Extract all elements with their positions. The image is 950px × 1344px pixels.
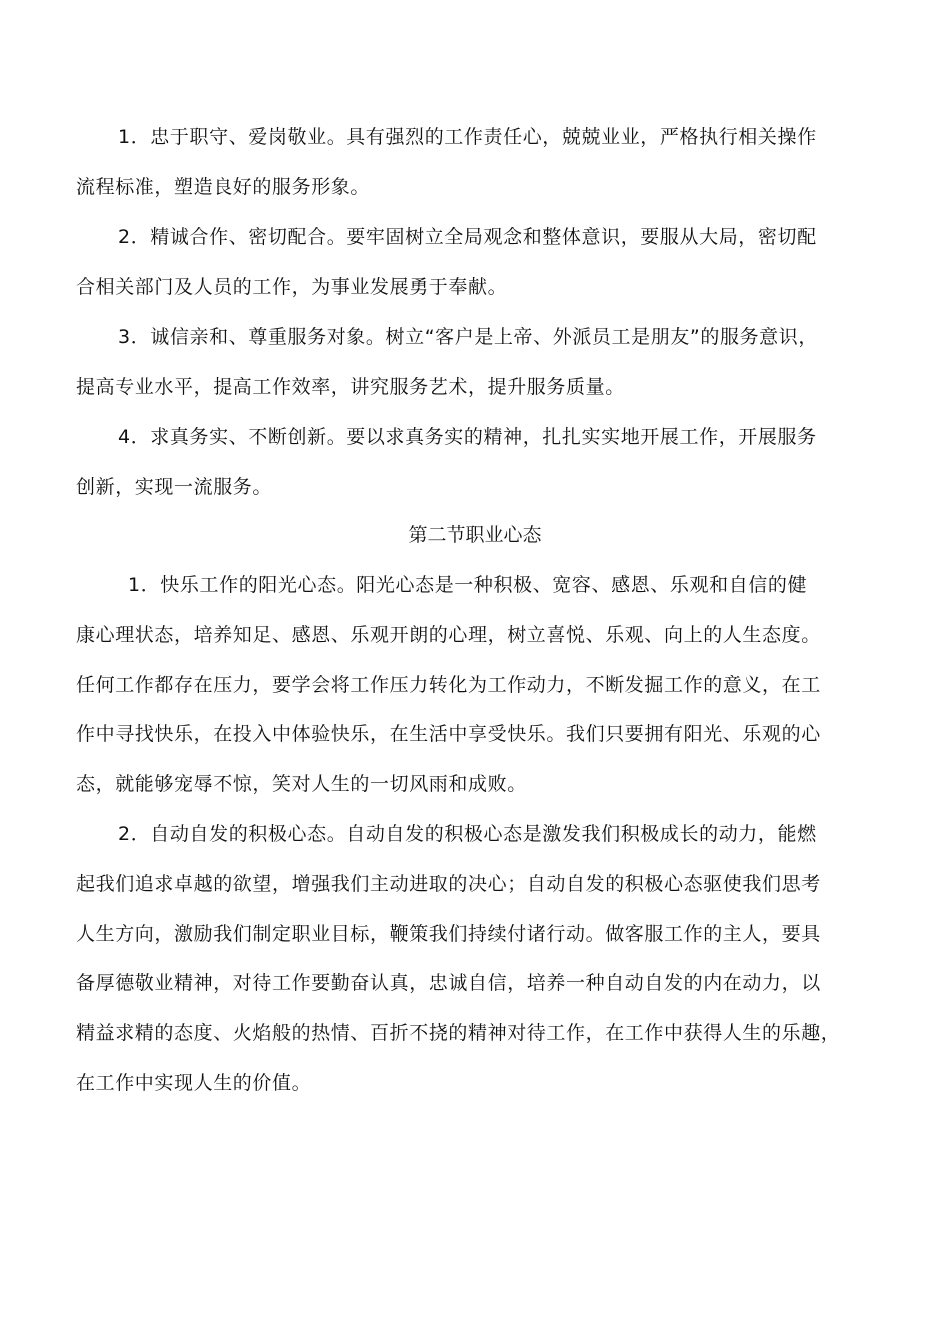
item-4-line-2: 创新，实现一流服务。: [76, 476, 273, 498]
mindset-1-line-4: 作中寻找快乐，在投入中体验快乐，在生活中享受快乐。我们只要拥有阳光、乐观的心: [76, 723, 821, 745]
item-1-line-2: 流程标准，塑造良好的服务形象。: [76, 176, 371, 198]
mindset-2-line-3: 人生方向，激励我们制定职业目标，鞭策我们持续付诸行动。做客服工作的主人，要具: [76, 923, 821, 945]
mindset-1-line-1: 1．快乐工作的阳光心态。阳光心态是一种积极、宽容、感恩、乐观和自信的健: [128, 574, 808, 596]
mindset-1-line-5: 态，就能够宠辱不惊，笑对人生的一切风雨和成败。: [76, 773, 527, 795]
item-3-line-1: 3．诚信亲和、尊重服务对象。树立“客户是上帝、外派员工是朋友”的服务意识，: [118, 326, 818, 348]
mindset-1-line-3: 任何工作都存在压力，要学会将工作压力转化为工作动力，不断发掘工作的意义，在工: [76, 674, 821, 696]
mindset-2-line-4: 备厚德敬业精神，对待工作要勤奋认真，忠诚自信，培养一种自动自发的内在动力，以: [76, 972, 821, 994]
item-2-line-2: 合相关部门及人员的工作，为事业发展勇于奉献。: [76, 276, 508, 298]
mindset-2-line-6: 在工作中实现人生的价值。: [76, 1072, 312, 1094]
item-2-line-1: 2．精诚合作、密切配合。要牢固树立全局观念和整体意识，要服从大局，密切配: [118, 226, 817, 248]
item-1-line-1: 1．忠于职守、爱岗敬业。具有强烈的工作责任心，兢兢业业，严格执行相关操作: [118, 126, 817, 148]
mindset-2-line-5: 精益求精的态度、火焰般的热情、百折不挠的精神对待工作，在工作中获得人生的乐趣，: [76, 1022, 841, 1044]
section-heading: 第二节职业心态: [408, 524, 542, 546]
item-4-line-1: 4．求真务实、不断创新。要以求真务实的精神，扎扎实实地开展工作，开展服务: [118, 426, 817, 448]
mindset-2-line-1: 2．自动自发的积极心态。自动自发的积极心态是激发我们积极成长的动力，能燃: [118, 823, 817, 845]
mindset-1-line-2: 康心理状态，培养知足、感恩、乐观开朗的心理，树立喜悦、乐观、向上的人生态度。: [76, 624, 821, 646]
mindset-2-line-2: 起我们追求卓越的欲望，增强我们主动进取的决心；自动自发的积极心态驱使我们思考: [76, 873, 821, 895]
item-3-line-2: 提高专业水平，提高工作效率，讲究服务艺术，提升服务质量。: [76, 376, 625, 398]
